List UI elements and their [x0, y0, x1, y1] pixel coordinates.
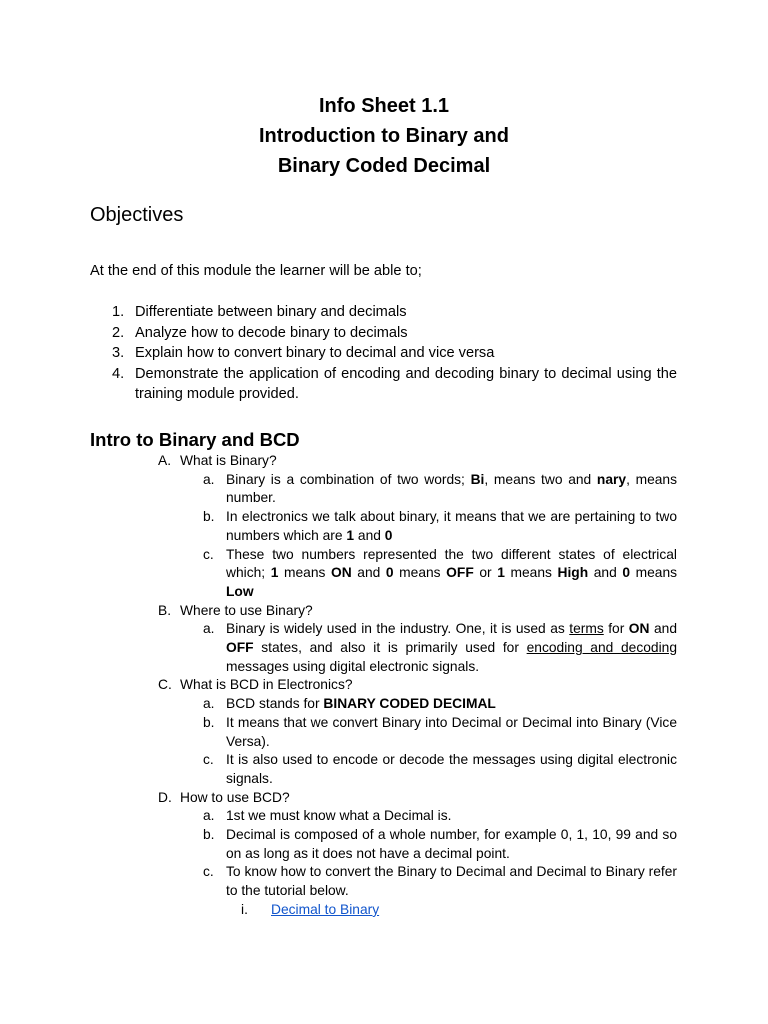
title-line-1: Info Sheet 1.1 [318, 95, 450, 117]
objective-text: Demonstrate the application of encoding and decoding binary to decimal using the training module provided. [135, 365, 677, 402]
intro-outline [90, 452, 677, 920]
item-text: , means number. [226, 471, 677, 506]
list-item [90, 863, 677, 900]
bold-term: 0 [622, 565, 631, 581]
bold-term: OFF [446, 565, 474, 581]
objective-text: Explain how to convert binary to decimal and vice versa [135, 345, 495, 361]
list-item [90, 471, 677, 508]
list-number: 1. [112, 304, 125, 320]
bold-term: 0 [384, 527, 393, 543]
objective-item [90, 364, 677, 405]
objectives-list [90, 302, 677, 405]
section-marker: C. [158, 677, 172, 693]
objectives-intro: At the end of this module the learner will be able to; [90, 263, 422, 279]
list-item [90, 751, 677, 788]
item-text: To know how to convert the Binary to Decimal and Decimal to Binary refer to the tutorial below. [226, 864, 677, 899]
item-marker: b. [203, 827, 215, 843]
objective-text: Differentiate between binary and decimals [135, 304, 407, 320]
list-number: 4. [112, 365, 125, 382]
item-text: It is also used to encode or decode the messages using digital electronic signals. [226, 752, 677, 786]
item-marker: i. [241, 901, 248, 917]
item-text: and [351, 565, 386, 581]
section-title: Where to use Binary? [180, 602, 313, 618]
item-marker: c. [203, 546, 214, 562]
section-title: What is Binary? [180, 453, 277, 468]
item-text: or [473, 565, 498, 581]
bold-term: BINARY CODED DECIMAL [323, 696, 496, 712]
item-text: It means that we convert Binary into Decimal or Decimal into Binary (Vice Versa). [226, 714, 677, 749]
item-text: In electronics we talk about binary, it means that we are pertaining to two numbers which are [226, 509, 677, 543]
section-b [90, 602, 677, 621]
list-item [90, 508, 677, 545]
item-text: and [649, 621, 677, 637]
list-item [90, 620, 677, 676]
item-marker: a. [203, 808, 215, 824]
list-item [90, 826, 677, 863]
item-text: BCD stands for [226, 696, 324, 712]
list-number: 2. [112, 324, 125, 341]
intro-heading: Intro to Binary and BCD [90, 429, 300, 450]
section-a [90, 452, 677, 471]
objectives-heading: Objectives [90, 204, 184, 226]
section-d [90, 789, 677, 808]
item-text: means [630, 565, 678, 581]
bold-term: 1 [270, 565, 279, 581]
document-title [0, 91, 768, 181]
item-text: for [603, 621, 629, 637]
item-marker: c. [203, 752, 214, 768]
item-text: means [504, 565, 558, 581]
bold-term: ON [330, 565, 352, 581]
item-text: states, and also it is primarily used for [253, 640, 527, 656]
bold-term: 0 [385, 565, 394, 581]
item-text: means [278, 565, 331, 581]
bold-term: High [557, 565, 589, 581]
item-text: , means two and [484, 471, 597, 487]
item-text: messages using digital electronic signals. [226, 658, 480, 674]
item-marker: c. [203, 864, 214, 880]
item-marker: a. [203, 471, 215, 487]
list-item [90, 901, 677, 920]
item-text: These two numbers represented the two different states of electrical which; [226, 546, 677, 581]
bold-term: ON [628, 621, 650, 637]
objective-item [90, 302, 677, 323]
section-marker: A. [158, 453, 172, 468]
objective-item [90, 343, 677, 364]
section-title: How to use BCD? [180, 789, 290, 805]
list-number: 3. [112, 345, 125, 361]
bold-term: OFF [226, 640, 254, 656]
bold-term: Bi [470, 471, 485, 487]
bold-term: 1 [497, 565, 505, 581]
bold-term: Low [226, 583, 254, 599]
item-text: Decimal is composed of a whole number, for example 0, 1, 10, 99 and so on as long as it does not have a decimal point. [226, 827, 677, 861]
item-text: Binary is a combination of two words; [226, 471, 471, 487]
section-marker: D. [158, 789, 172, 805]
objective-item [90, 323, 677, 344]
item-text: and [354, 527, 385, 543]
item-text: means [393, 565, 447, 581]
item-text: 1st we must know what a Decimal is. [226, 808, 452, 824]
list-item [90, 695, 677, 714]
list-item [90, 807, 677, 826]
list-item [90, 714, 677, 751]
title-line-3: Binary Coded Decimal [277, 155, 491, 177]
decimal-to-binary-link[interactable]: Decimal to Binary [271, 901, 380, 917]
underlined-term: encoding and decoding [526, 640, 677, 656]
item-text: Binary is widely used in the industry. One, it is used as [226, 621, 570, 637]
section-marker: B. [158, 602, 172, 618]
item-text: and [588, 565, 623, 581]
title-line-2: Introduction to Binary and [259, 125, 509, 147]
item-marker: b. [203, 509, 215, 525]
item-marker: b. [203, 714, 215, 730]
section-title: What is BCD in Electronics? [180, 677, 353, 693]
section-c [90, 676, 677, 695]
bold-term: 1 [346, 527, 355, 543]
objective-text: Analyze how to decode binary to decimals [135, 324, 408, 341]
bold-term: nary [596, 471, 627, 487]
underlined-term: terms [569, 621, 604, 637]
item-marker: a. [203, 621, 215, 637]
list-item [90, 546, 677, 602]
item-marker: a. [203, 696, 215, 712]
